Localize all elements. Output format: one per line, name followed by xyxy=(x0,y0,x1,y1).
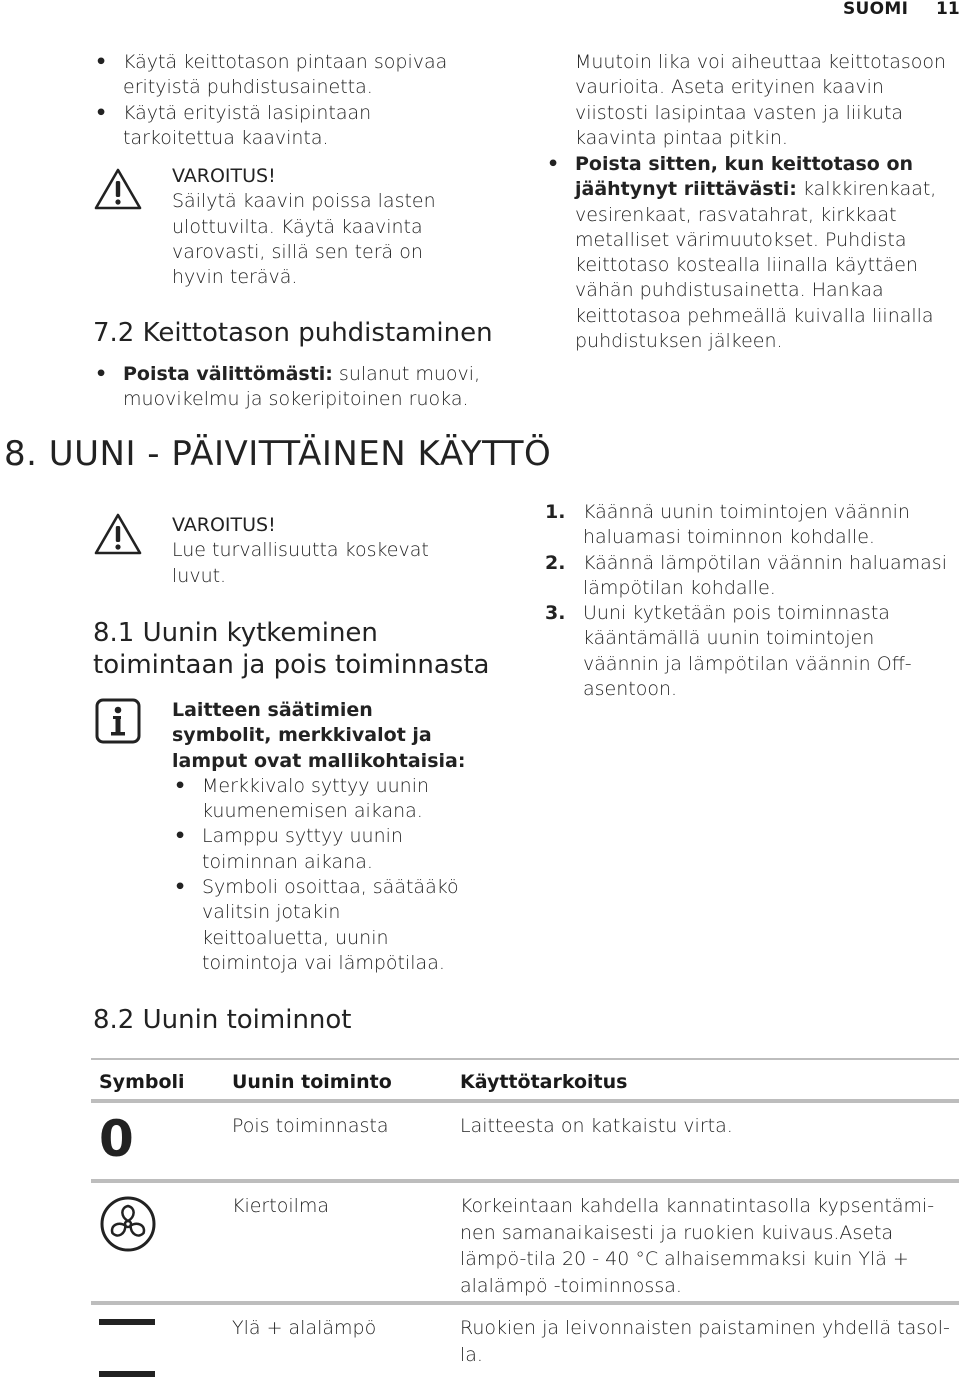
info-list xyxy=(172,774,472,976)
fan-icon xyxy=(99,1195,157,1253)
warning-title: VAROITUS! xyxy=(172,165,276,187)
warning-text: Säilytä kaavin poissa lasten ulottuvilta. Käytä kaavinta varovasti, sillä sen terä on hyvin terävä. xyxy=(172,190,436,289)
section-heading-7-2: 7.2 Keittotason puhdistaminen xyxy=(93,318,493,348)
warning-block-safety xyxy=(172,513,472,589)
step-item: 1. Käännä uunin toimintojen väännin haluamasi toiminnon kohdalle. xyxy=(545,501,910,549)
list-item: • Poista välittömästi: sulanut muovi, muovikelmu ja sokeripitoinen ruoka. xyxy=(93,362,493,413)
off-symbol-icon: 0 xyxy=(99,1110,134,1168)
warning-block-scraper xyxy=(172,164,472,290)
section-heading-8-2: 8.2 Uunin toiminnot xyxy=(93,1005,352,1035)
oven-functions-table xyxy=(91,1058,959,1389)
list-item: • Käytä keittotason pintaan sopivaa erityistä puhdistusainetta. xyxy=(93,50,483,101)
warning-title: VAROITUS! xyxy=(172,514,276,536)
function-purpose: Korkeintaan kahdella kannatintasolla kypsentämi-nen samanaikaisesti ja ruokien kuivaus.Aseta lämpö-tila 20 - 40 °C alhaisemmaksi kuin Ylä + alalämpö -toiminnossa. xyxy=(460,1195,935,1297)
info-block xyxy=(172,698,472,976)
list-item: • Merkkivalo syttyy uunin kuumenemisen aikana. xyxy=(172,774,472,825)
section-heading-8-1: 8.1 Uunin kytkeminen toimintaan ja pois toiminnasta xyxy=(93,618,490,680)
warning-icon xyxy=(94,167,142,211)
cleaning-tips-list xyxy=(93,50,483,151)
column-header-symbol: Symboli xyxy=(99,1071,185,1093)
function-name: Pois toiminnasta xyxy=(232,1115,389,1137)
list-item: • Symboli osoittaa, säätääkö valitsin jotakin keittoaluetta, uunin toimintoja vai lämpötilaa. xyxy=(172,875,472,976)
table-row xyxy=(91,1305,959,1389)
list-item: • Lamppu syttyy uunin toiminnan aikana. xyxy=(172,824,472,875)
info-bold-text: Laitteen säätimien symbolit, merkkivalot ja lamput ovat mallikohtaisia: xyxy=(172,699,466,772)
page-number: 11 xyxy=(936,0,960,19)
function-name: Ylä + alalämpö xyxy=(232,1317,377,1339)
function-purpose: Ruokien ja leivonnaisten paistaminen yhdellä tasol-la. xyxy=(460,1317,950,1366)
steps-list xyxy=(545,500,960,702)
step-item: 3. Uuni kytketään pois toiminnasta kääntämällä uunin toimintojen väännin ja lämpötilan väännin Off-asentoon. xyxy=(545,602,912,701)
top-bottom-heat-icon xyxy=(99,1319,155,1381)
table-row xyxy=(91,1103,959,1183)
list-item: • Käytä erityistä lasipintaan tarkoitettua kaavinta. xyxy=(93,101,483,152)
section-7-2-list xyxy=(93,362,493,413)
right-paragraph: Muutoin lika voi aiheuttaa keittotasoon vaurioita. Aseta erityinen kaavin viistosti lasipintaa vasten ja liikuta kaavinta pintaa pitkin. xyxy=(575,51,947,149)
table-row xyxy=(91,1183,959,1305)
warning-text: Lue turvallisuutta koskevat luvut. xyxy=(172,539,429,587)
warning-icon xyxy=(94,512,142,556)
info-icon xyxy=(95,698,141,744)
step-item: 2. Käännä lämpötilan väännin haluamasi lämpötilan kohdalle. xyxy=(545,551,947,599)
function-purpose: Laitteesta on katkaistu virta. xyxy=(460,1115,733,1137)
column-header-purpose: Käyttötarkoitus xyxy=(460,1071,628,1093)
right-list xyxy=(545,152,960,354)
table-header-row xyxy=(91,1058,959,1103)
chapter-heading-8: 8. UUNI - PÄIVITTÄINEN KÄYTTÖ xyxy=(4,434,552,474)
column-header-function: Uunin toiminto xyxy=(232,1071,392,1093)
function-name: Kiertoilma xyxy=(232,1195,330,1217)
list-item: • Poista sitten, kun keittotaso on jäähtynyt riittävästi: kalkkirenkaat, vesirenkaat, rasvatahrat, kirkkaat metalliset värimuutokset. Puhdista keittotaso kostealla liinalla käyttäen vähän puhdistusainetta. Hankaa keittotasoa pehmeällä kuivalla liinalla puhdistuksen jälkeen. xyxy=(545,152,960,354)
header-language: SUOMI xyxy=(843,0,909,19)
